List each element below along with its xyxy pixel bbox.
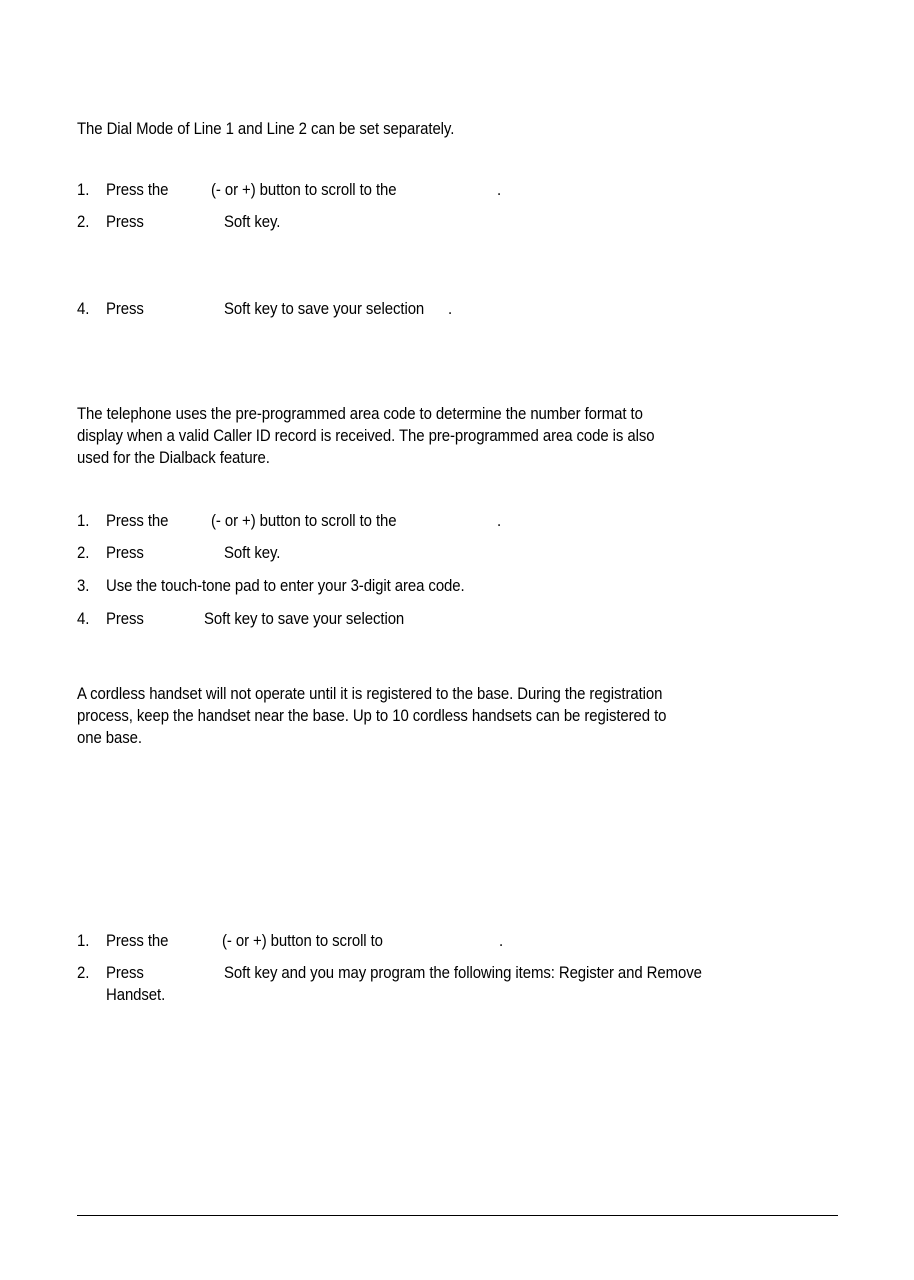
footer-divider <box>77 1215 838 1216</box>
step-text: (- or +) button to scroll to <box>222 931 383 950</box>
step-text: Press <box>106 299 144 318</box>
step-text: Press the <box>106 180 169 199</box>
step-text: Soft key. <box>224 212 281 231</box>
registration-intro <box>77 683 666 749</box>
paragraph-line: A cordless handset will not operate until it is registered to the base. During the registration <box>77 684 663 703</box>
step-text: Soft key and you may program the following items: Register and Remove <box>224 963 702 982</box>
step-text: Soft key. <box>224 543 281 562</box>
step-text: . <box>499 931 504 950</box>
step-text: . <box>497 180 502 199</box>
step-number: 1. <box>77 511 90 530</box>
paragraph-line: used for the Dialback feature. <box>77 448 270 467</box>
step-text: . <box>448 299 453 318</box>
paragraph-line: process, keep the handset near the base. Up to 10 cordless handsets can be registered to <box>77 706 667 725</box>
step-text: (- or +) button to scroll to the <box>211 511 397 530</box>
step-text: . <box>497 511 502 530</box>
paragraph-line: The telephone uses the pre-programmed area code to determine the number format to <box>77 404 643 423</box>
step-text: Soft key to save your selection <box>204 609 405 628</box>
step-text-continuation: Handset. <box>106 985 166 1004</box>
paragraph-line: display when a valid Caller ID record is received. The pre-programmed area code is also <box>77 426 655 445</box>
paragraph-line: one base. <box>77 728 142 747</box>
step-number: 1. <box>77 931 90 950</box>
step-text: Press the <box>106 511 169 530</box>
step-text: Press <box>106 543 144 562</box>
step-text: Press <box>106 212 144 231</box>
step-number: 1. <box>77 180 90 199</box>
step-text: Use the touch-tone pad to enter your 3-digit area code. <box>106 576 465 595</box>
step-number: 2. <box>77 543 90 562</box>
step-text: Press <box>106 609 144 628</box>
step-number: 3. <box>77 576 90 595</box>
step-number: 2. <box>77 212 90 231</box>
step-text: (- or +) button to scroll to the <box>211 180 397 199</box>
area-code-intro <box>77 403 654 469</box>
step-number: 4. <box>77 609 90 628</box>
step-text: Press <box>106 963 144 982</box>
step-text: Press the <box>106 931 169 950</box>
step-text: Soft key to save your selection <box>224 299 425 318</box>
dial-mode-intro: The Dial Mode of Line 1 and Line 2 can be set separately. <box>77 119 455 138</box>
step-number: 2. <box>77 963 90 982</box>
step-number: 4. <box>77 299 90 318</box>
